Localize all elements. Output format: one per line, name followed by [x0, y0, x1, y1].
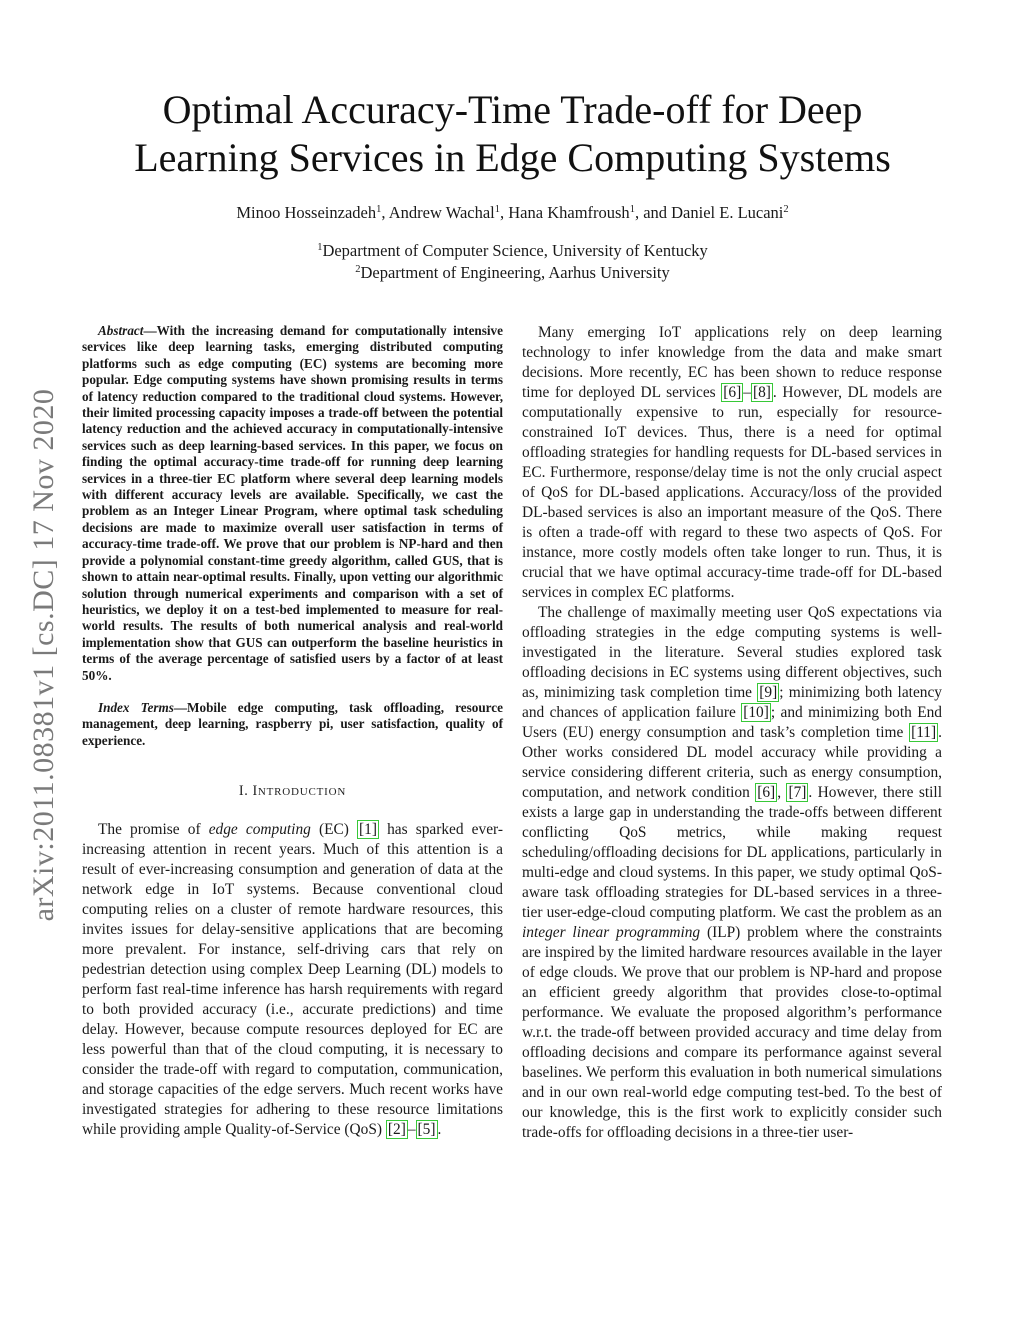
text-run: has sparked ever-increasing attention in recent years. Much of this attention is a result of ever-increasing consumption and generation of data at the network edge in IoT systems. Because conventional cloud computing relies on a cluster of remote hardware resources, this invites issues for delay-sensitive applications that are becoming more prevalent. For instance, self-driving cars that rely on pedestrian detection using complex Deep Learning (DL) models to perform fast real-time inference has harsh requirements with regard to both provided accuracy (i.e., accurate predictions) and time delay. However, because compute resources deployed for EC are less powerful than that of the cloud computing, it is necessary to consider the trade-off with regard to computation, communication, and storage capacities of the edge servers. Much recent works have investigated strategies for adhering to these resource limitations while providing ample Quality-of-Service (QoS) [82, 821, 503, 1139]
text-run: , [777, 784, 787, 801]
citation-link[interactable]: [8] [752, 384, 771, 401]
text-run: . However, there still exists a large gap in understanding the trade-offs between different conflicting QoS metrics, while making request scheduling/offloading decisions for DL applications, particularly in multi-edge and cloud systems. In this paper, we study optimal QoS-aware task offloading strategies for DL-based services in a three-tier user-edge-cloud computing platform. We cast the problem as an [522, 784, 942, 921]
author-name: Minoo Hosseinzadeh [236, 203, 377, 222]
text-run: ; and minimizing both End Users (EU) energy consumption and task’s completion time [522, 704, 942, 741]
text-run: . [437, 1121, 442, 1139]
author-affil-mark: 1 [629, 204, 635, 215]
section-number: I. [238, 783, 249, 800]
citation-link[interactable]: [1] [359, 821, 377, 839]
citation-link[interactable]: [7] [788, 784, 807, 801]
text-run: – [407, 1121, 416, 1139]
affiliation-text: Department of Engineering, Aarhus University [360, 263, 670, 282]
author-name: Hana Khamfroush [508, 203, 630, 222]
citation-link[interactable]: [10] [743, 704, 769, 721]
paper-title: Optimal Accuracy-Time Trade-off for Deep Learning Services in Edge Computing Systems [134, 87, 891, 180]
text-run: The promise of [98, 821, 209, 839]
index-terms-label: Index Terms [98, 699, 174, 715]
author-affil-mark: 1 [376, 204, 382, 215]
text-run: . However, DL models are computationally expensive to run, especially for resource-constrained IoT devices. Thus, there is a need for optimal offloading strategies for handling requests for DL-based services in EC. Furthermore, response/delay time is not the only crucial aspect of QoS for DL-based applications. Accuracy/loss of the provided DL-based services is also an important measure of the QoS. There is often a trade-off with regard to these two aspects of QoS. For instance, more costly models often take longer to run. Thus, it is crucial that we have optimal accuracy-time trade-off for DL-based services in complex EC platforms. [522, 384, 942, 601]
citation-link[interactable]: [2] [387, 1121, 406, 1139]
author-list: Minoo Hosseinzadeh$^1$, Andrew Wachal$^1$, Hana Khamfroush$^1$, and Daniel E. Lucani$^2$ [236, 203, 789, 222]
affiliation [90, 262, 935, 284]
text-run-emphasis: edge computing [208, 821, 311, 839]
author-affil-mark: 2 [783, 204, 789, 215]
author-name: Andrew Wachal [388, 203, 495, 222]
text-run: (EC) [310, 821, 357, 839]
text-run: – [743, 384, 751, 401]
citation-link[interactable]: [6] [723, 384, 742, 401]
section-heading-introduction [82, 783, 503, 800]
affiliation-mark: 2 [355, 264, 361, 275]
abstract-text: With the increasing demand for computationally intensive services like deep learning tasks, emerging distributed computing platforms such as edge computing (EC) systems are becoming more popular. Edge computing systems have shown promising results in terms of latency reduction compared to the traditional cloud systems. However, their limited processing capacity imposes a trade-off between the potential latency reduction and the achieved accuracy in computationally-intensive services such as deep learning-based services. In this paper, we focus on finding the optimal accuracy-time trade-off for running deep learning services in a three-tier EC platform where several deep learning models with different accuracy levels are available. Specifically, we cast the problem as an Integer Linear Program, where optimal task scheduling decisions are made to maximize overall user satisfaction in terms of accuracy-time trade-off. We prove that our problem is NP-hard and then provide a polynomial constant-time greedy algorithm, called GUS, that is shown to attain near-optimal results. Finally, upon vetting our algorithmic solution through numerical experiments and comparison with a set of heuristics, we deploy it on a test-bed implemented to measure for real-world results. The results of both numerical analysis and real-world implementation show that GUS can outperform the baseline heuristics in terms of the average percentage of satisfied users by a factor of at least 50%. [82, 323, 503, 683]
index-terms-text: Mobile edge computing, task offloading, resource management, deep learning, raspberry pi, user satisfaction, quality of experience. [82, 699, 503, 748]
index-terms: Index Terms—Mobile edge computing, task offloading, resource management, deep learning, raspberry pi, user satisfaction, quality of experience. [82, 699, 503, 748]
text-run: ; minimizing both latency and chances of application failure [522, 684, 942, 721]
citation-link[interactable]: [9] [759, 684, 778, 701]
affiliation-text: Department of Computer Science, University of Kentucky [322, 241, 708, 260]
author-name: Daniel E. Lucani [671, 203, 784, 222]
text-run: (ILP) problem where the constraints are inspired by the limited hardware resources available in the layer of edge clouds. We prove that our problem is NP-hard and propose an efficient greedy algorithm that provides close-to-optimal performance. We evaluate the proposed algorithm’s performance w.r.t. the trade-off between provided accuracy and time delay from offloading decisions and compare its performance against several baselines. We perform this evaluation in both numerical simulations and in our own real-world edge computing test-bed. To the best of our knowledge, this is the first work to explicitly consider such trade-offs for offloading decisions in a three-tier user- [522, 924, 943, 1141]
right-column [522, 323, 942, 1143]
text-run-emphasis: integer linear programming [522, 924, 701, 941]
text-run: Many emerging IoT applications rely on deep learning technology to infer knowledge from the data and make smart decisions. More recently, EC has been shown to reduce response time for deployed DL services [522, 324, 942, 401]
section-title-rest: NTRODUCTION [257, 786, 347, 799]
arxiv-identifier: arXiv:2011.08381v1 [cs.DC] 17 Nov 2020 [27, 388, 60, 922]
citation-link[interactable]: [11] [911, 724, 937, 741]
section-first-letter: I [252, 783, 258, 800]
affiliation-mark: 1 [317, 242, 323, 253]
citation-link[interactable]: [6] [757, 784, 776, 801]
affiliation [90, 240, 935, 262]
intro-paragraph-3 [522, 603, 942, 1143]
intro-paragraph-1 [82, 820, 503, 1140]
abstract-label: Abstract [98, 323, 144, 338]
text-run: . Other works considered DL model accuracy while providing a service considering different criteria, such as energy consumption, computation, and network condition [522, 724, 942, 801]
citation-link[interactable]: [5] [417, 1121, 436, 1139]
text-run: The challenge of maximally meeting user QoS expectations via offloading strategies in the edge computing systems is well-investigated in the literature. Several studies explored task offloading decisions in EC systems using different objectives, such as, minimizing task completion time [522, 604, 942, 701]
left-column [82, 323, 503, 1140]
affiliation-list [90, 240, 935, 284]
intro-paragraph-2 [522, 323, 942, 603]
abstract: Abstract—With the increasing demand for computationally intensive services like deep learning tasks, emerging distributed computing platforms such as edge computing (EC) systems are becoming more popular. Edge computing systems have shown promising results in terms of latency reduction compared to the traditional cloud systems. However, their limited processing capacity imposes a trade-off between the potential latency reduction and the achieved accuracy in computationally-intensive services such as deep learning-based services. In this paper, we focus on finding the optimal accuracy-time trade-off for running deep learning services in a three-tier EC platform where several deep learning models with different accuracy levels are available. Specifically, we cast the problem as an Integer Linear Program, where optimal task scheduling decisions are made to maximize overall user satisfaction in terms of accuracy-time trade-off. We prove that our problem is NP-hard and then provide a polynomial constant-time greedy algorithm, called GUS, that is shown to attain near-optimal results. Finally, upon vetting our algorithmic solution through numerical experiments and comparison with a set of heuristics, we deploy it on a test-bed implemented to measure for real-world results. The results of both numerical analysis and real-world implementation show that GUS can outperform the baseline heuristics in terms of the average percentage of satisfied users by a factor of at least 50%. [82, 323, 503, 683]
author-affil-mark: 1 [494, 204, 501, 215]
